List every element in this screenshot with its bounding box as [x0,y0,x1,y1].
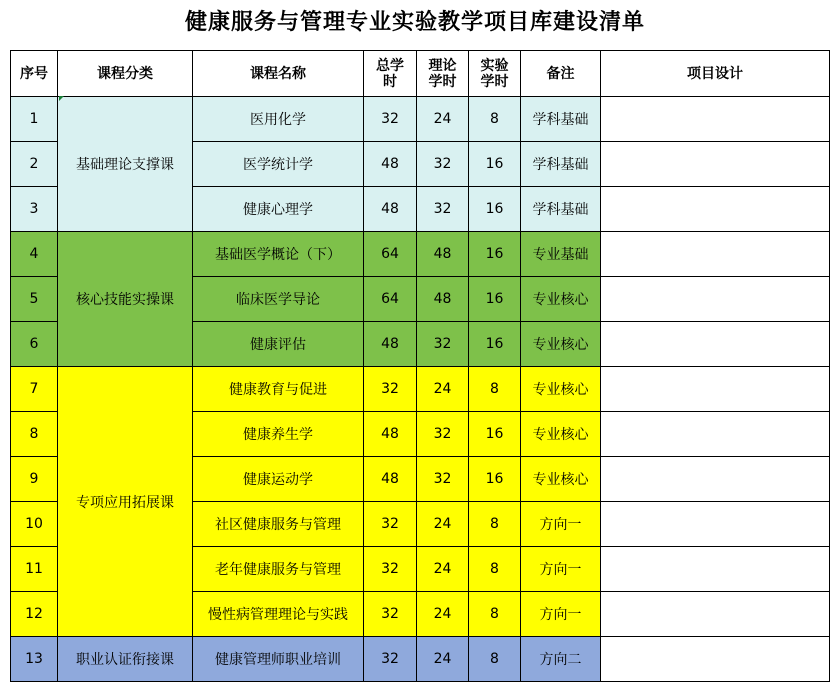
cell-design[interactable] [601,592,830,637]
header-course[interactable]: 课程名称 [193,51,364,97]
cell-course[interactable]: 健康心理学 [193,187,364,232]
cell-remark[interactable]: 专业核心 [521,412,601,457]
cell-remark[interactable]: 专业基础 [521,232,601,277]
cell-seq[interactable]: 3 [11,187,58,232]
cell-design[interactable] [601,457,830,502]
cell-seq[interactable]: 1 [11,97,58,142]
cell-lab-hours[interactable]: 8 [469,592,521,637]
cell-seq[interactable]: 6 [11,322,58,367]
cell-theory-hours[interactable]: 32 [417,142,469,187]
cell-remark[interactable]: 方向一 [521,502,601,547]
sheet-title: 健康服务与管理专业实验教学项目库建设清单 [184,10,645,35]
cell-total-hours[interactable]: 64 [364,277,417,322]
table-row [11,232,830,277]
course-table [10,50,830,682]
cell-remark[interactable]: 专业核心 [521,457,601,502]
cell-course[interactable]: 医学统计学 [193,142,364,187]
cell-lab-hours[interactable]: 16 [469,187,521,232]
cell-theory-hours[interactable]: 32 [417,412,469,457]
cell-remark[interactable]: 方向二 [521,637,601,682]
cell-category-app[interactable]: 专项应用拓展课 [58,367,193,637]
header-lab-hours-line2: 学时 [480,73,509,90]
cell-design[interactable] [601,142,830,187]
cell-total-hours[interactable]: 32 [364,547,417,592]
cell-theory-hours[interactable]: 24 [417,637,469,682]
header-lab-hours[interactable] [469,51,521,97]
cell-lab-hours[interactable]: 16 [469,232,521,277]
header-total-hours-line2: 时 [383,73,397,90]
header-design[interactable]: 项目设计 [601,51,830,97]
table-row [11,367,830,412]
cell-remark[interactable]: 学科基础 [521,97,601,142]
cell-course[interactable]: 健康运动学 [193,457,364,502]
cell-theory-hours[interactable]: 48 [417,232,469,277]
cell-total-hours[interactable]: 48 [364,142,417,187]
cell-theory-hours[interactable]: 48 [417,277,469,322]
cell-total-hours[interactable]: 32 [364,592,417,637]
cell-lab-hours[interactable]: 16 [469,412,521,457]
cell-remark[interactable]: 学科基础 [521,142,601,187]
cell-theory-hours[interactable]: 32 [417,322,469,367]
table-row [11,637,830,682]
table-row [11,97,830,142]
cell-remark[interactable]: 专业核心 [521,322,601,367]
cell-course[interactable]: 健康管理师职业培训 [193,637,364,682]
cell-total-hours[interactable]: 32 [364,637,417,682]
cell-total-hours[interactable]: 48 [364,412,417,457]
cell-category-cert[interactable]: 职业认证衔接课 [58,637,193,682]
cell-course[interactable]: 基础医学概论（下） [193,232,364,277]
cell-seq[interactable]: 10 [11,502,58,547]
cell-course[interactable]: 社区健康服务与管理 [193,502,364,547]
cell-seq[interactable]: 12 [11,592,58,637]
cell-design[interactable] [601,637,830,682]
cell-design[interactable] [601,97,830,142]
cell-design[interactable] [601,322,830,367]
cell-total-hours[interactable]: 48 [364,457,417,502]
cell-course[interactable]: 医用化学 [193,97,364,142]
cell-theory-hours[interactable]: 24 [417,97,469,142]
cell-lab-hours[interactable]: 8 [469,637,521,682]
cell-course[interactable]: 健康养生学 [193,412,364,457]
cell-theory-hours[interactable]: 32 [417,457,469,502]
cell-lab-hours[interactable]: 16 [469,457,521,502]
cell-theory-hours[interactable]: 24 [417,367,469,412]
cell-total-hours[interactable]: 32 [364,97,417,142]
cell-course[interactable]: 健康评估 [193,322,364,367]
cell-lab-hours[interactable]: 8 [469,97,521,142]
header-theory-hours-line2: 学时 [428,73,457,90]
cell-design[interactable] [601,277,830,322]
cell-seq[interactable]: 9 [11,457,58,502]
cell-design[interactable] [601,367,830,412]
cell-category-core[interactable]: 核心技能实操课 [58,232,193,367]
cell-seq[interactable]: 2 [11,142,58,187]
header-lab-hours-line1: 实验 [480,57,509,74]
cell-lab-hours[interactable]: 8 [469,502,521,547]
cell-seq[interactable]: 13 [11,637,58,682]
cell-theory-hours[interactable]: 24 [417,547,469,592]
header-remark[interactable]: 备注 [521,51,601,97]
cell-total-hours[interactable]: 64 [364,232,417,277]
cell-remark[interactable]: 专业核心 [521,367,601,412]
cell-seq[interactable]: 8 [11,412,58,457]
header-total-hours-line1: 总学 [376,57,404,74]
cell-lab-hours[interactable]: 8 [469,547,521,592]
cell-remark[interactable]: 学科基础 [521,187,601,232]
cell-seq[interactable]: 4 [11,232,58,277]
cell-design[interactable] [601,547,830,592]
cell-lab-hours[interactable]: 16 [469,142,521,187]
cell-course[interactable]: 健康教育与促进 [193,367,364,412]
cell-course[interactable]: 慢性病管理理论与实践 [193,592,364,637]
cell-theory-hours[interactable]: 24 [417,502,469,547]
cell-design[interactable] [601,232,830,277]
cell-remark[interactable]: 方向一 [521,592,601,637]
cell-lab-hours[interactable]: 16 [469,277,521,322]
cell-design[interactable] [601,502,830,547]
cell-design[interactable] [601,187,830,232]
cell-seq[interactable]: 7 [11,367,58,412]
cell-theory-hours[interactable]: 24 [417,592,469,637]
cell-course[interactable]: 老年健康服务与管理 [193,547,364,592]
cell-total-hours[interactable]: 32 [364,502,417,547]
header-seq[interactable]: 序号 [11,51,58,97]
cell-comment-marker [59,96,64,101]
cell-total-hours[interactable]: 48 [364,322,417,367]
cell-total-hours[interactable]: 32 [364,367,417,412]
cell-seq[interactable]: 5 [11,277,58,322]
cell-lab-hours[interactable]: 16 [469,322,521,367]
header-theory-hours[interactable] [417,51,469,97]
cell-seq[interactable]: 11 [11,547,58,592]
header-theory-hours-line1: 理论 [428,57,457,74]
cell-course[interactable]: 临床医学导论 [193,277,364,322]
cell-theory-hours[interactable]: 32 [417,187,469,232]
cell-remark[interactable]: 专业核心 [521,277,601,322]
header-total-hours[interactable] [364,51,417,97]
cell-design[interactable] [601,412,830,457]
cell-lab-hours[interactable]: 8 [469,367,521,412]
header-row [11,51,830,97]
cell-category-basic[interactable]: 基础理论支撑课 [58,97,193,232]
cell-remark[interactable]: 方向一 [521,547,601,592]
header-category[interactable]: 课程分类 [58,51,193,97]
cell-total-hours[interactable]: 48 [364,187,417,232]
